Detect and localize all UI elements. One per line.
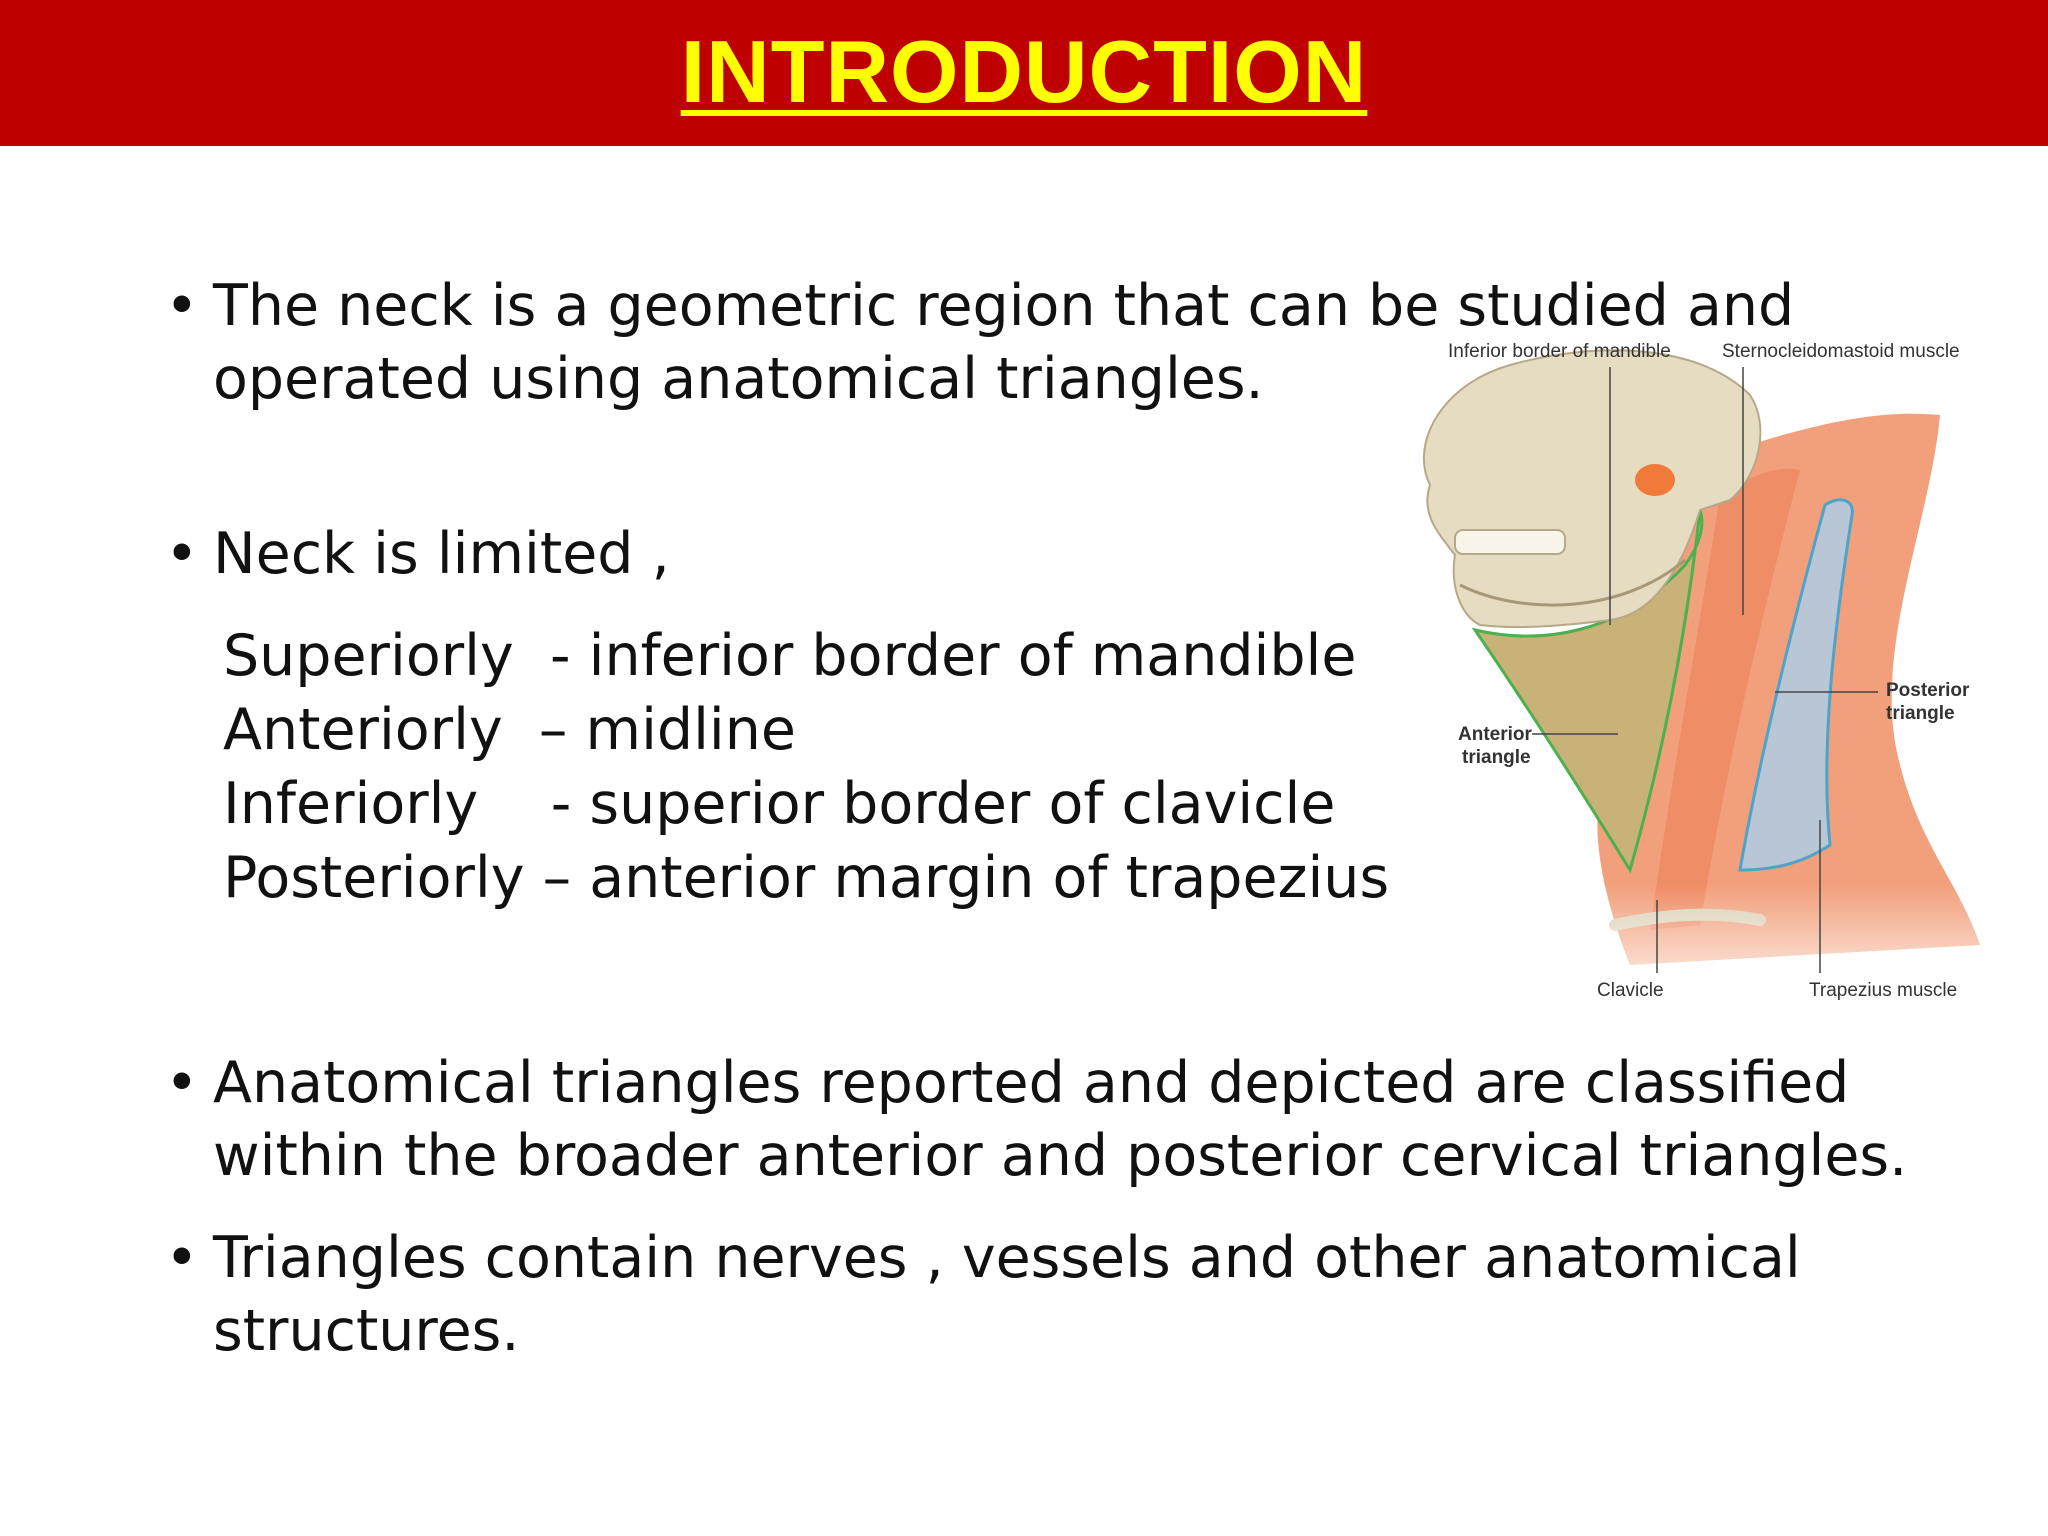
bullet-line: Anatomical triangles reported and depicted are classified bbox=[213, 1050, 1850, 1116]
limit-inferior: Inferiorly - superior border of clavicle bbox=[223, 771, 1336, 837]
label-posterior-triangle-line1: Posterior bbox=[1886, 680, 1970, 701]
limit-anterior: Anteriorly – midline bbox=[223, 697, 796, 763]
label-anterior-triangle-line1: Anterior bbox=[1458, 724, 1532, 745]
label-trapezius-muscle: Trapezius muscle bbox=[1809, 980, 1958, 1001]
neck-triangles-illustration bbox=[1400, 325, 1990, 1015]
neck-limits-list bbox=[223, 619, 1389, 915]
title-bar bbox=[0, 0, 2048, 146]
limit-posterior: Posteriorly – anterior margin of trapezius bbox=[223, 845, 1390, 911]
label-posterior-triangle-line2: triangle bbox=[1886, 703, 1955, 724]
bullet-dot: • bbox=[165, 1050, 199, 1116]
bullet-line: structures. bbox=[213, 1298, 520, 1364]
teeth-shape bbox=[1455, 530, 1565, 554]
bullet-line: Neck is limited , bbox=[213, 521, 670, 587]
bullet-dot: • bbox=[165, 273, 199, 339]
bullet-dot: • bbox=[165, 521, 199, 587]
label-sternocleidomastoid: Sternocleidomastoid muscle bbox=[1722, 341, 1960, 362]
bullet-line: The neck is a geometric region that can be studied and bbox=[213, 273, 1795, 339]
joint-marker bbox=[1635, 464, 1675, 496]
bullet-text bbox=[213, 518, 670, 591]
bullet-text bbox=[213, 1222, 1801, 1368]
bullet-text bbox=[213, 1047, 1907, 1193]
label-clavicle: Clavicle bbox=[1597, 980, 1664, 1001]
slide-title: INTRODUCTION bbox=[680, 22, 1368, 121]
bullet-line: operated using anatomical triangles. bbox=[213, 346, 1264, 412]
bullet-line: Triangles contain nerves , vessels and other anatomical bbox=[213, 1225, 1801, 1291]
neck-illustration-svg bbox=[1400, 325, 1990, 1015]
label-inferior-border-of-mandible: Inferior border of mandible bbox=[1448, 341, 1671, 362]
label-anterior-triangle-line2: triangle bbox=[1462, 747, 1531, 768]
bullet-line: within the broader anterior and posterior cervical triangles. bbox=[213, 1123, 1908, 1189]
limit-superior: Superiorly - inferior border of mandible bbox=[223, 623, 1357, 689]
bullet-dot: • bbox=[165, 1225, 199, 1291]
